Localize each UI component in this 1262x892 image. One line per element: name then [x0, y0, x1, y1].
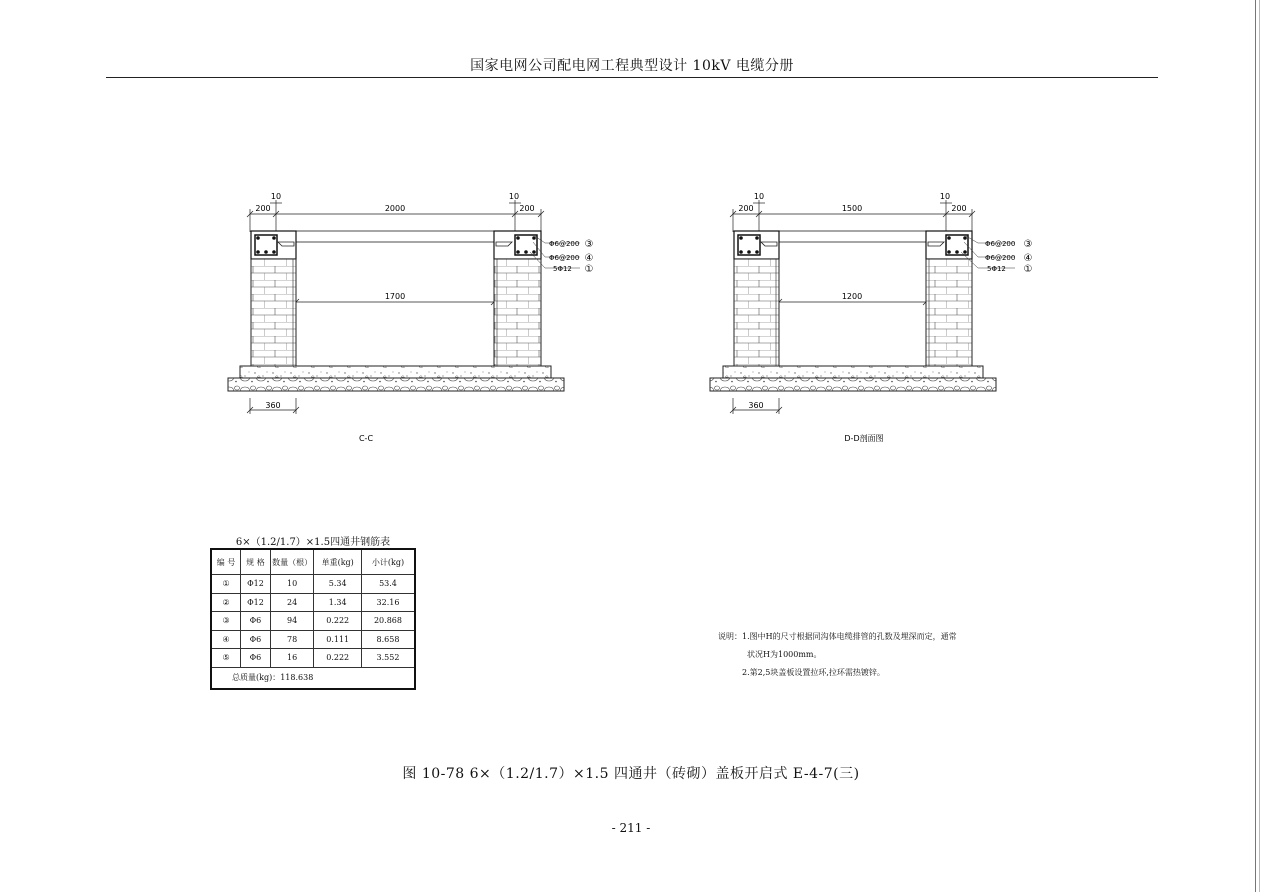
- table-row: [211, 575, 415, 594]
- table-header-cell: 单重(kg): [314, 549, 362, 575]
- table-cell: 0.222: [314, 612, 362, 631]
- table-header-cell: 数量（根）: [270, 549, 314, 575]
- callout-cc-num-3: ①: [584, 264, 594, 275]
- table-row: [211, 612, 415, 631]
- table-cell: 94: [270, 612, 314, 631]
- cover-slab: [276, 231, 515, 242]
- table-cell: 24: [270, 593, 314, 612]
- page-number: - 211 -: [611, 821, 651, 835]
- dim-cc-edge-left: 10: [270, 192, 282, 201]
- table-cell: Φ6: [241, 630, 271, 649]
- dim-dd-inner: 1200: [841, 292, 863, 301]
- table-cell: 1.34: [314, 593, 362, 612]
- table-cell: ⑤: [211, 649, 241, 668]
- dim-dd-span: 1500: [841, 204, 863, 213]
- table-cell: Φ6: [241, 612, 271, 631]
- gravel-bed: [228, 378, 564, 391]
- table-row: [211, 649, 415, 668]
- table-cell: Φ12: [241, 575, 271, 594]
- callout-dd-2: Φ6@200: [985, 254, 1016, 262]
- base-slab: [723, 366, 983, 378]
- callout-dd-num-3: ①: [1023, 264, 1033, 275]
- brick-wall-right: [494, 259, 541, 366]
- cover-slab: [759, 231, 946, 242]
- table-header-cell: 规 格: [241, 549, 271, 575]
- table-cell: 53.4: [361, 575, 415, 594]
- rebar-table-caption: 6×（1.2/1.7）×1.5四通井钢筋表: [235, 537, 391, 548]
- table-cell: Φ6: [241, 649, 271, 668]
- base-slab: [240, 366, 551, 378]
- table-cell: 10: [270, 575, 314, 594]
- dim-dd-wall-left: 200: [738, 204, 754, 213]
- dim-cc-inner: 1700: [384, 292, 406, 301]
- callout-cc-3: 5Φ12: [553, 265, 572, 273]
- callout-cc-num-1: ③: [584, 239, 594, 250]
- table-header-cell: 小计(kg): [361, 549, 415, 575]
- table-header-cell: 编 号: [211, 549, 241, 575]
- brick-wall-right: [926, 259, 972, 366]
- dim-dd-edge-left: 10: [753, 192, 765, 201]
- table-cell: ②: [211, 593, 241, 612]
- callout-cc-num-2: ④: [584, 253, 594, 264]
- table-cell: ④: [211, 630, 241, 649]
- note-line-3: 2.第2,5块盖板设置拉环,拉环需热镀锌。: [742, 668, 885, 677]
- table-cell: 20.868: [361, 612, 415, 631]
- section-cc: [228, 192, 593, 443]
- table-cell: 8.658: [361, 630, 415, 649]
- callout-dd-1: Φ6@200: [985, 240, 1016, 248]
- figure-title: 图 10-78 6×（1.2/1.7）×1.5 四通井（砖砌）盖板开启式 E-4-7(三): [402, 766, 860, 782]
- callout-cc-2: Φ6@200: [549, 254, 580, 262]
- dim-cc-base: 360: [265, 401, 281, 410]
- section-dd: [710, 192, 1032, 443]
- dim-dd-wall-right: 200: [951, 204, 967, 213]
- callout-dd-3: 5Φ12: [987, 265, 1006, 273]
- table-cell: 0.111: [314, 630, 362, 649]
- header-title: 国家电网公司配电网工程典型设计 10kV 电缆分册: [470, 58, 794, 74]
- table-cell: Φ12: [241, 593, 271, 612]
- table-cell: ①: [211, 575, 241, 594]
- dim-cc-wall-right: 200: [519, 204, 535, 213]
- dim-cc-span: 2000: [384, 204, 406, 213]
- rebar-table: [210, 548, 416, 690]
- table-cell: 3.552: [361, 649, 415, 668]
- table-row: [211, 593, 415, 612]
- brick-wall-left: [251, 259, 296, 366]
- table-cell: 0.222: [314, 649, 362, 668]
- table-header-row: [211, 549, 415, 575]
- table-row: [211, 630, 415, 649]
- table-cell: ③: [211, 612, 241, 631]
- notes: [718, 628, 957, 682]
- table-cell: 32.16: [361, 593, 415, 612]
- brick-wall-left: [734, 259, 779, 366]
- note-line-2: 状况H为1000mm。: [747, 650, 822, 659]
- dim-cc-wall-left: 200: [255, 204, 271, 213]
- callout-dd-num-2: ④: [1023, 253, 1033, 264]
- dim-cc-edge-right: 10: [508, 192, 520, 201]
- callout-cc-1: Φ6@200: [549, 240, 580, 248]
- table-total: 总质量(kg)：118.638: [211, 667, 415, 689]
- dim-dd-base: 360: [748, 401, 764, 410]
- callout-dd-num-1: ③: [1023, 239, 1033, 250]
- dim-dd-edge-right: 10: [939, 192, 951, 201]
- table-cell: 78: [270, 630, 314, 649]
- section-dd-label: D-D剖面图: [844, 434, 884, 443]
- table-cell: 16: [270, 649, 314, 668]
- table-cell: 5.34: [314, 575, 362, 594]
- section-cc-label: C-C: [358, 434, 374, 443]
- gravel-bed: [710, 378, 996, 391]
- table-total-row: [211, 667, 415, 689]
- note-line-1: 说明：1.图中H的尺寸根据同沟体电缆排管的孔数及埋深而定，通常: [718, 632, 957, 641]
